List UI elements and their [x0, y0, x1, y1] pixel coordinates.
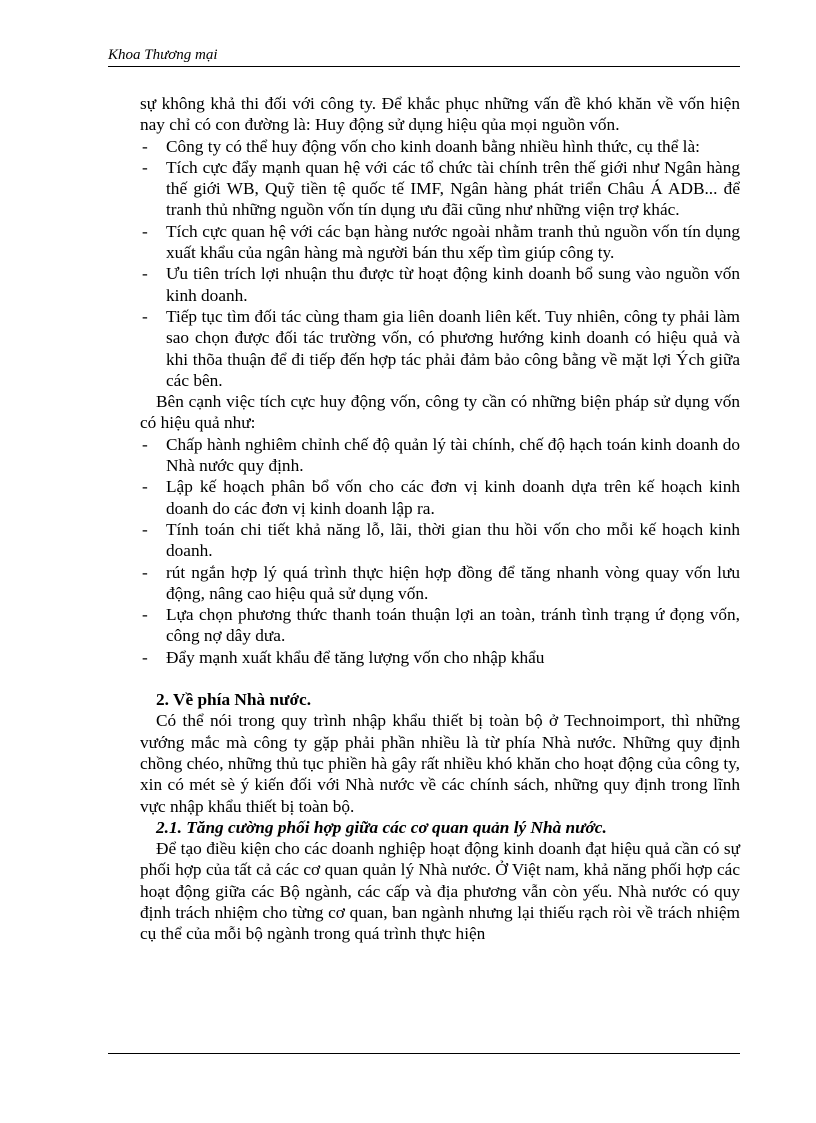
dash-bullet-icon: - — [142, 264, 148, 284]
list-item: - Chấp hành nghiêm chỉnh chế độ quản lý tài chính, chế độ hạch toán kinh doanh do Nhà nước quy định. — [142, 434, 740, 476]
list-item: - Tích cực quan hệ với các bạn hàng nước ngoài nhằm tranh thủ nguồn vốn tín dụng xuất khẩu của ngân hàng mà người bán thu xếp tìm giúp công ty. — [142, 221, 740, 263]
dash-bullet-icon: - — [142, 434, 148, 454]
intro-paragraph: sự không khả thi đối với công ty. Để khắc phục những vấn đề khó khăn về vốn hiện nay chỉ có con đường là: Huy động sử dụng hiệu qủa mọi nguồn vốn. — [140, 94, 740, 135]
dash-bullet-icon: - — [142, 221, 148, 241]
dash-bullet-icon: - — [142, 136, 148, 156]
page-header — [108, 46, 740, 64]
dash-bullet-icon: - — [142, 477, 148, 497]
dash-bullet-icon: - — [142, 562, 148, 582]
list-item: - rút ngắn hợp lý quá trình thực hiện hợp đồng để tăng nhanh vòng quay vốn lưu động, nâng cao hiệu quả sử dụng vốn. — [142, 562, 740, 603]
subsection-heading: 2.1. Tăng cường phối hợp giữa các cơ quan quản lý Nhà nước. — [156, 817, 607, 837]
header-divider — [108, 66, 740, 67]
dash-bullet-icon: - — [142, 157, 148, 177]
list-item: - Đẩy mạnh xuất khẩu để tăng lượng vốn cho nhập khẩu — [142, 647, 545, 667]
dash-bullet-icon: - — [142, 647, 148, 667]
dash-bullet-icon: - — [142, 605, 148, 625]
list-item: - Lựa chọn phương thức thanh toán thuận lợi an toàn, tránh tình trạng ứ đọng vốn, công nợ dây dưa. — [142, 605, 740, 646]
funding-bullet-list — [140, 136, 740, 392]
dash-bullet-icon: - — [142, 519, 148, 539]
list-item: - Ưu tiên trích lợi nhuận thu được từ hoạt động kinh doanh bổ sung vào nguồn vốn kinh doanh. — [142, 264, 740, 305]
list-item: - Công ty có thể huy động vốn cho kinh doanh bằng nhiều hình thức, cụ thể là: — [142, 136, 700, 156]
dash-bullet-icon: - — [142, 306, 148, 326]
subsection-paragraph: Để tạo điều kiện cho các doanh nghiệp hoạt động kinh doanh đạt hiệu quả cần có sự phối hợp của tất cả các cơ quan quản lý Nhà nước. Ở Việt nam, khả năng phối hợp các hoạt động giữa các Bộ ngành, các cấp và địa phương vẫn còn yếu. Nhà nước có quy định trách nhiệm cho từng cơ quan, ban ngành nhưng lại thiếu rạch ròi về trách nhiệm cụ thể của mỗi bộ ngành trong quá trình thực hiện — [140, 839, 740, 944]
section-heading: 2. Về phía Nhà nước. — [156, 690, 312, 710]
capital-usage-paragraph: Bên cạnh việc tích cực huy động vốn, công ty cần có những biện pháp sử dụng vốn có hiệu quả như: — [140, 392, 740, 433]
list-item: - Lập kế hoạch phân bổ vốn cho các đơn vị kinh doanh dựa trên kế hoạch kinh doanh do các đơn vị kinh doanh lập ra. — [142, 477, 740, 518]
header-title: Khoa Thương mại — [108, 47, 218, 63]
capital-usage-bullet-list — [140, 434, 740, 668]
list-item: - Tích cực đẩy mạnh quan hệ với các tổ chức tài chính trên thế giới như Ngân hàng thế giới WB, Quỹ tiền tệ quốc tế IMF, Ngân hàng phát triển Châu Á ADB... để tranh thủ những nguồn vốn tín dụng ưu đãi cũng như những viện trợ khác. — [142, 157, 740, 220]
list-item: - Tính toán chi tiết khả năng lỗ, lãi, thời gian thu hồi vốn cho mỗi kế hoạch kinh doanh. — [142, 519, 740, 561]
document-body — [140, 93, 740, 945]
footer-divider — [108, 1053, 740, 1054]
list-item: - Tiếp tục tìm đối tác cùng tham gia liên doanh liên kết. Tuy nhiên, công ty phải làm sao chọn được đối tác trường vốn, có phương hướng kinh doanh có hiệu quả và khi thõa thuận để đi tiếp đến hợp tác phải đảm bảo công bằng về mặt lợi Ých giữa các bên. — [142, 306, 740, 390]
section-paragraph: Có thể nói trong quy trình nhập khẩu thiết bị toàn bộ ở Technoimport, thì những vướng mắc mà công ty gặp phải phần nhiều là từ phía Nhà nước. Những quy định chồng chéo, những thủ tục phiền hà gây rất nhiều khó khăn cho hoạt động của công ty, xin có mét sè ý kiến đối với Nhà nước về các chính sách, những quy định trong lĩnh vực nhập khẩu thiết bị toàn bộ. — [140, 711, 740, 816]
